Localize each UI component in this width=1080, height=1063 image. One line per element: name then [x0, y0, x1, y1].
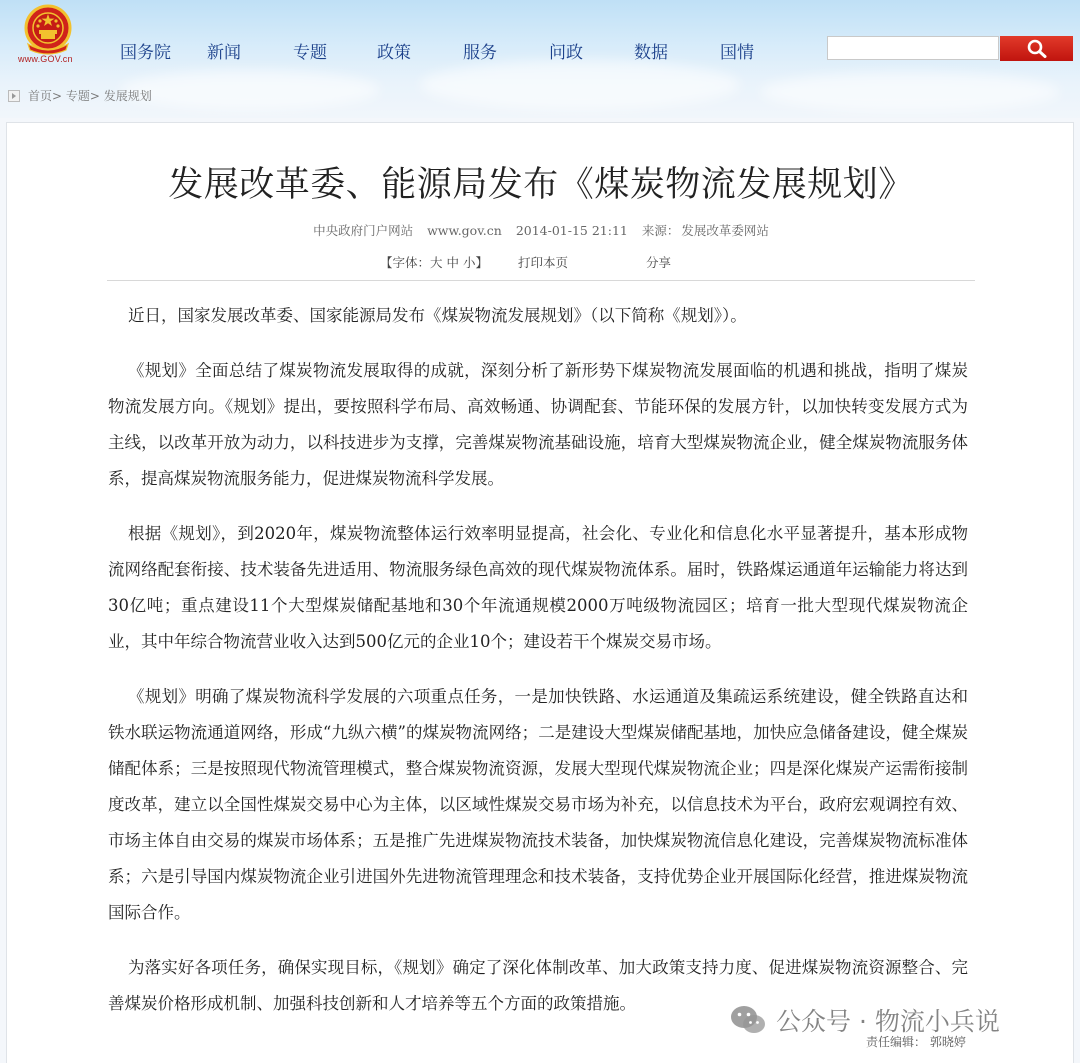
- font-size-suffix: 】: [475, 255, 489, 270]
- nav-item-state-council[interactable]: 国务院: [120, 43, 171, 63]
- cloud-decoration: [420, 60, 740, 110]
- nav-item-inquiry[interactable]: 问政: [549, 43, 583, 63]
- meta-source[interactable]: 发展改革委网站: [681, 223, 769, 238]
- article-body: [108, 298, 968, 1041]
- watermark-text: 公众号 · 物流小兵说: [776, 1007, 1000, 1036]
- nav-item-data[interactable]: 数据: [634, 43, 668, 63]
- cloud-decoration: [760, 72, 1060, 112]
- breadcrumb: 首页 > 专题 > 发展规划: [8, 87, 152, 104]
- article-tools: [380, 253, 671, 271]
- share-button[interactable]: 分享: [646, 255, 672, 270]
- nav-item-topics[interactable]: 专题: [293, 43, 327, 63]
- article-paragraph: 为落实好各项任务，确保实现目标，《规划》确定了深化体制改革、加大政策支持力度、促进煤炭物流资源整合、完善煤炭价格形成机制、加强科技创新和人才培养等五个方面的政策措施。: [108, 958, 968, 1013]
- font-small-button[interactable]: 小: [463, 255, 476, 270]
- meta-source-label: 来源：: [641, 223, 680, 238]
- breadcrumb-arrow-icon: [8, 90, 20, 102]
- search-input[interactable]: [827, 36, 999, 60]
- meta-site: 中央政府门户网站: [313, 223, 414, 238]
- national-emblem-icon[interactable]: [22, 4, 74, 56]
- wechat-icon: [728, 1000, 768, 1040]
- site-header: [0, 0, 1080, 118]
- article-card: [6, 122, 1074, 1063]
- nav-item-national-info[interactable]: 国情: [720, 43, 754, 63]
- breadcrumb-development-plan[interactable]: 发展规划: [103, 89, 152, 103]
- article-paragraph: 近日，国家发展改革委、国家能源局发布《煤炭物流发展规划》（以下简称《规划》）。: [128, 306, 747, 325]
- title-divider: [107, 280, 975, 281]
- nav-item-news[interactable]: 新闻: [207, 43, 241, 63]
- article-paragraph: 《规划》全面总结了煤炭物流发展取得的成就，深刻分析了新形势下煤炭物流发展面临的机遇和挑战，指明了煤炭物流发展方向。《规划》提出，要按照科学布局、高效畅通、协调配套、节能环保的发展方针，以加快转变发展方式为主线，以改革开放为动力，以科技进步为支撑，完善煤炭物流基础设施，培育大型煤炭物流企业，健全煤炭物流服务体系，提高煤炭物流服务能力，促进煤炭物流科学发展。: [108, 361, 968, 488]
- nav-item-services[interactable]: 服务: [463, 43, 497, 63]
- font-size-prefix: 【字体：: [380, 255, 431, 270]
- article-title: 发展改革委、能源局发布《煤炭物流发展规划》: [168, 165, 914, 205]
- print-button[interactable]: 打印本页: [518, 255, 569, 270]
- nav-item-policy[interactable]: 政策: [377, 43, 411, 63]
- meta-datetime: 2014-01-15 21:11: [515, 223, 628, 238]
- font-medium-button[interactable]: 中: [446, 255, 460, 270]
- article-paragraph: 《规划》明确了煤炭物流科学发展的六项重点任务，一是加快铁路、水运通道及集疏运系统建设，健全铁路直达和铁水联运物流通道网络，形成“九纵六横”的煤炭物流网络；二是建设大型煤炭储配基地，加快应急储备建设，健全煤炭储配体系；三是按照现代物流管理模式，整合煤炭物流资源，发展大型现代煤炭物流企业；四是深化煤炭产运需衔接制度改革，建立以全国性煤炭交易中心为主体，以区域性煤炭交易市场为补充，以信息技术为平台，政府宏观调控有效、市场主体自由交易的煤炭市场体系；五是推广先进煤炭物流技术装备，加快煤炭物流信息化建设，完善煤炭物流标准体系；六是引导国内煤炭物流企业引进国外先进物流管理理念和技术装备，支持优势企业开展国际化经营，推进煤炭物流国际合作。: [108, 687, 968, 922]
- search-icon: [1026, 39, 1048, 59]
- search-button[interactable]: [1000, 36, 1073, 61]
- breadcrumb-topics[interactable]: 专题: [65, 89, 90, 103]
- article-meta: [7, 221, 1075, 239]
- emblem-caption: www.GOV.cn: [18, 54, 73, 64]
- meta-domain[interactable]: www.gov.cn: [427, 223, 502, 238]
- article-paragraph: 根据《规划》，到2020年，煤炭物流整体运行效率明显提高，社会化、专业化和信息化水平显著提升，基本形成物流网络配套衔接、技术装备先进适用、物流服务绿色高效的现代煤炭物流体系。届时，铁路煤运通道年运输能力将达到30亿吨；重点建设11个大型煤炭储配基地和30个年流通规模2000万吨级物流园区；培育一批大型现代煤炭物流企业，其中年综合物流营业收入达到500亿元的企业10个；建设若干个煤炭交易市场。: [108, 524, 968, 651]
- font-large-button[interactable]: 大: [430, 255, 443, 270]
- cloud-decoration: [120, 70, 380, 110]
- responsible-editor: 责任编辑： 郭晓婷: [866, 1035, 966, 1049]
- breadcrumb-home[interactable]: 首页: [28, 89, 53, 103]
